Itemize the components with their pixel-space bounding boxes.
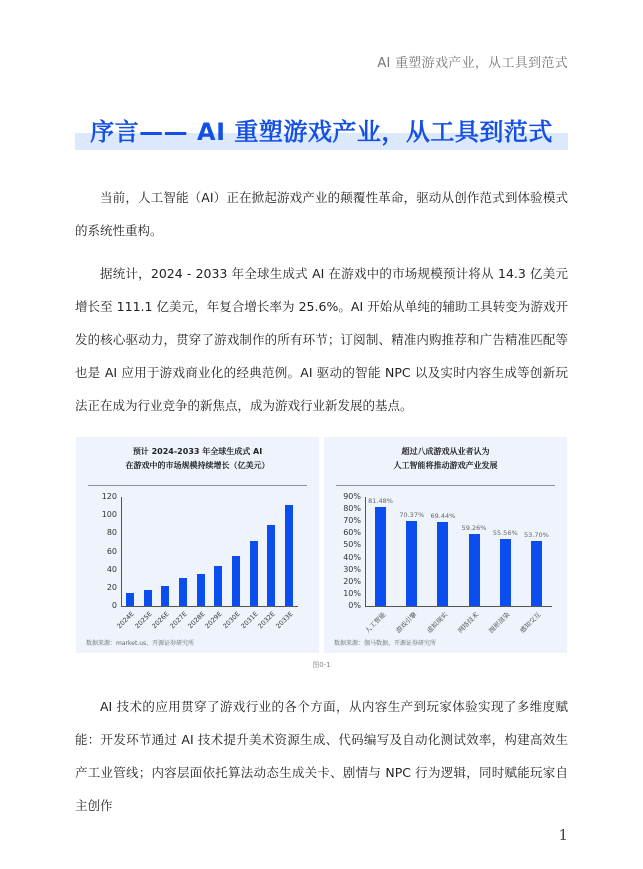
y-tick-label: 60 — [106, 546, 117, 556]
y-tick-label: 0% — [348, 601, 361, 610]
page-number: 1 — [558, 826, 568, 844]
x-tick-label: 2029E — [203, 610, 225, 631]
section-title: 序言—— AI 重塑游戏产业，从工具到范式 — [90, 118, 553, 146]
x-tick-label: 游戏引擎 — [394, 610, 419, 635]
plot-area — [76, 437, 319, 653]
y-tick-label: 20 — [106, 582, 117, 592]
y-tick-label: 80 — [106, 528, 117, 538]
bar — [531, 541, 542, 606]
bar — [144, 590, 152, 606]
data-label: 69.44% — [430, 511, 456, 520]
y-tick-label: 90% — [343, 492, 361, 501]
x-tick-label: 2032E — [256, 610, 278, 631]
chart-source: 数据来源：伽马数据、开源证券研究所 — [334, 640, 437, 647]
x-tick-label: 网络技术 — [456, 610, 481, 635]
bar — [179, 578, 187, 606]
bar — [406, 521, 417, 606]
bar — [232, 556, 240, 606]
chart-title-line-2: 在游戏中的市场规模持续增长（亿美元） — [125, 461, 270, 470]
x-tick-label: 感知交互 — [518, 610, 543, 635]
bar — [250, 541, 258, 606]
x-tick-label: 2024E — [115, 610, 136, 631]
x-axis — [365, 606, 552, 607]
data-label: 59.26% — [461, 524, 487, 533]
bar — [437, 522, 448, 606]
paragraph-statistics: 据统计，2024 - 2033 年全球生成式 AI 在游戏中的市场规模预计将从 14.3 亿美元增长至 111.1 亿美元，年复合增长率为 25.6%。AI 开始从单纯的辅助工具转变为游戏开发的核心驱动力，贯穿了游戏制作的所有环节；订阅制、精准内购推荐和广告精准匹配等也是 AI 应用于游戏商业化的经典范例。AI 驱动的智能 NPC 以及实时内容生成等创新玩法正在成为行业竞争的新焦点，成为游戏行业新发展的基点。 — [75, 266, 568, 413]
section-title-block — [75, 108, 568, 152]
y-tick-label: 0 — [111, 601, 117, 610]
y-tick-label: 20% — [343, 576, 361, 586]
bar — [469, 534, 480, 606]
y-tick-label: 30% — [343, 564, 361, 574]
bar — [126, 593, 134, 606]
x-axis — [121, 606, 298, 607]
data-label: 55.56% — [492, 528, 518, 537]
chart-market-size — [76, 437, 319, 653]
y-tick-label: 40 — [106, 564, 117, 574]
x-tick-label: 人工智能 — [362, 610, 387, 635]
bar — [267, 525, 275, 606]
data-label: 70.37% — [399, 510, 425, 519]
data-label: 53.70% — [524, 530, 549, 539]
y-tick-label: 100 — [101, 510, 117, 520]
y-tick-label: 80% — [343, 504, 361, 514]
paragraph-intro: 当前，人工智能（AI）正在掀起游戏产业的颠覆性革命，驱动从创作范式到体验模式的系统性重构。 — [75, 190, 568, 238]
y-tick-label: 50% — [343, 540, 361, 550]
data-label: 81.48% — [368, 497, 393, 506]
bar — [375, 507, 386, 606]
y-tick-label: 10% — [343, 588, 361, 598]
y-tick-label: 40% — [343, 552, 361, 562]
y-tick-label: 60% — [343, 528, 361, 538]
y-tick-label: 120 — [101, 492, 117, 501]
chart-source: 数据来源：market.us、开源证券研究所 — [86, 640, 195, 647]
y-tick-label: 70% — [343, 516, 361, 526]
figure — [76, 437, 567, 653]
chart-practitioner-survey — [324, 437, 567, 653]
x-tick-label: 虚拟现实 — [425, 610, 450, 635]
bar — [500, 539, 511, 606]
bar — [285, 505, 293, 606]
chart-title-line-1: 预计 2024-2033 年全球生成式 AI — [132, 447, 263, 456]
y-axis — [121, 497, 122, 606]
chart-title-line-2: 人工智能将推动游戏产业发展 — [393, 461, 498, 470]
bar — [197, 574, 205, 606]
chart-title-line-1: 超过八成游戏从业者认为 — [401, 447, 490, 456]
bar — [161, 586, 169, 606]
x-tick-label: 图形渲染 — [487, 610, 512, 635]
x-tick-label: 2031E — [239, 610, 260, 631]
x-tick-label: 2027E — [168, 610, 189, 631]
running-header: AI 重塑游戏产业，从工具到范式 — [377, 56, 568, 71]
x-tick-label: 2026E — [150, 610, 171, 631]
x-tick-label: 2030E — [221, 610, 242, 631]
plot-area — [324, 437, 567, 653]
figure-caption: 图0-1 — [312, 661, 331, 669]
y-axis — [365, 497, 366, 606]
bar — [214, 566, 222, 606]
paragraph-applications: AI 技术的应用贯穿了游戏行业的各个方面，从内容生产到玩家体验实现了多维度赋能：开发环节通过 AI 技术提升美术资源生成、代码编写及自动化测试效率，构建高效生产工业管线；内容层面依托算法动态生成关卡、剧情与 NPC 行为逻辑，同时赋能玩家自主创作 — [75, 699, 568, 813]
x-tick-label: 2025E — [132, 610, 154, 631]
x-tick-label: 2033E — [274, 610, 295, 631]
x-tick-label: 2028E — [186, 610, 207, 631]
